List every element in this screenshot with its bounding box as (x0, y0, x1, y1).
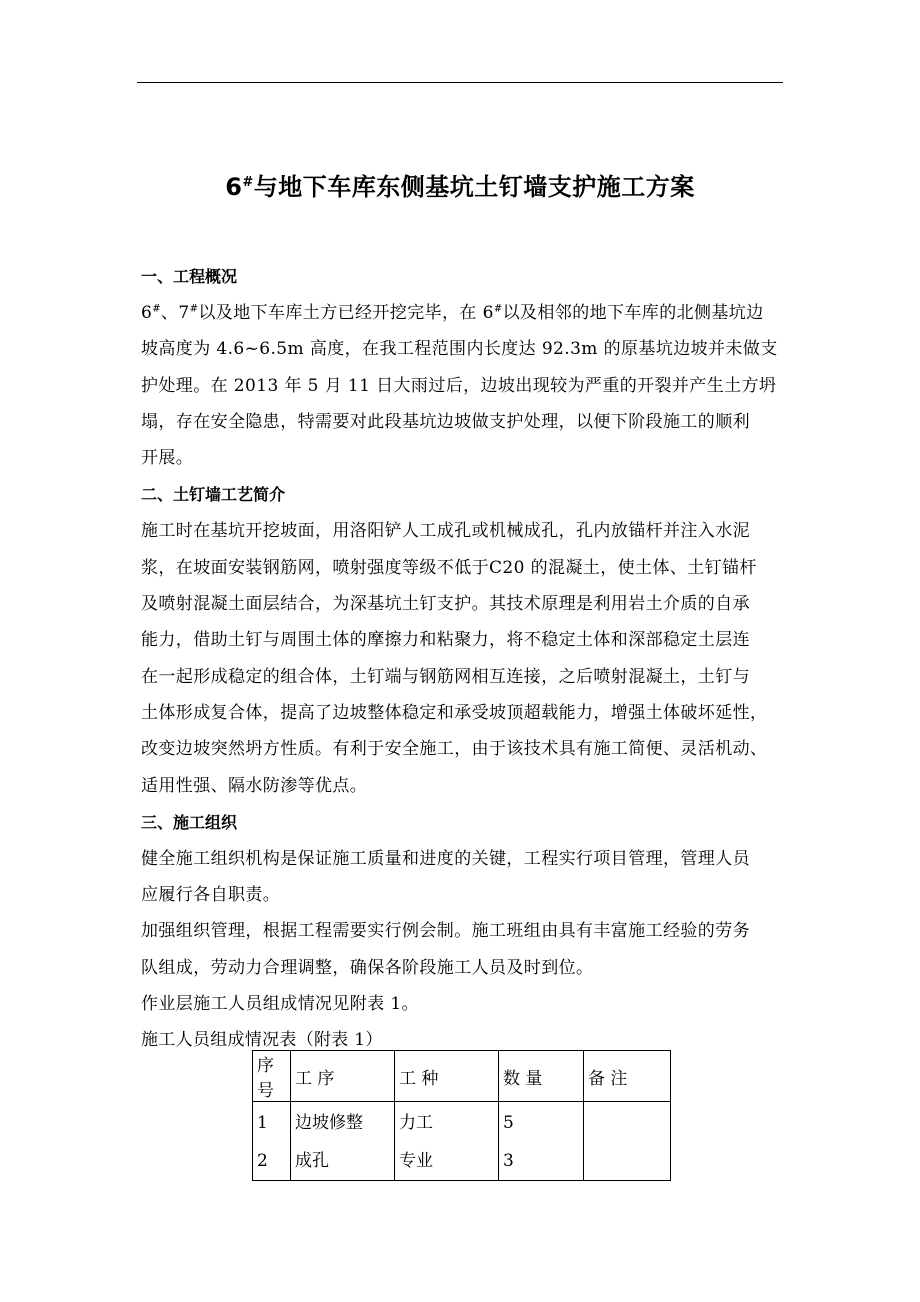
table-header-cell: 序号 (253, 1051, 291, 1102)
section3-heading: 三、施工组织 (141, 812, 238, 832)
table-cell-process: 边坡修整 成孔 (291, 1102, 395, 1181)
section1-paragraph (141, 295, 781, 476)
section1-heading: 一、工程概况 (141, 267, 238, 286)
header-rule (137, 82, 783, 83)
section2-paragraph (141, 513, 781, 803)
table-header-cell: 数 量 (499, 1051, 584, 1102)
section2-heading: 二、土钉墙工艺简介 (141, 485, 286, 505)
paragraph-line: 作业层施工人员组成情况见附表 1。 (141, 994, 420, 1015)
table-cell-note (584, 1102, 671, 1181)
table-cell-qty: 5 3 (499, 1102, 584, 1181)
page-title: 6#与地下车库东侧基坑土钉墙支护施工方案 (225, 173, 695, 201)
table-header-cell: 工 序 (291, 1051, 395, 1102)
table-cell-type: 力工 专业 (395, 1102, 499, 1181)
document-body (141, 258, 781, 1058)
paragraph-line: 应履行各自职责。 (141, 885, 281, 906)
paragraph-line: 6#、7#以及地下车库土方已经开挖完毕，在 6#以及相邻的地下车库的北侧基坑边 (141, 303, 764, 323)
paragraph-line: 护处理。在 2013 年 5 月 11 日大雨过后，边坡出现较为严重的开裂并产生土方坍 (141, 375, 777, 396)
paragraph-line: 改变边坡突然坍方性质。有利于安全施工，由于该技术具有施工简便、灵活机动、 (141, 739, 768, 760)
paragraph-line: 浆，在坡面安装钢筋网，喷射强度等级不低于C20 的混凝土，使土体、土钉锚杆 (141, 557, 757, 578)
paragraph-line: 在一起形成稳定的组合体，土钉端与钢筋网相互连接，之后喷射混凝土，土钉与 (141, 666, 750, 687)
section3-paragraph-3 (141, 986, 781, 1022)
paragraph-line: 塌，存在安全隐患，特需要对此段基坑边坡做支护处理，以便下阶段施工的顺利 (141, 411, 750, 432)
table-header-row (253, 1051, 671, 1102)
table-header-cell: 备 注 (584, 1051, 671, 1102)
paragraph-line: 能力，借助土钉与周围土体的摩擦力和粘聚力，将不稳定土体和深部稳定土层连 (141, 630, 750, 651)
paragraph-line: 队组成，劳动力合理调整，确保各阶段施工人员及时到位。 (141, 957, 594, 978)
paragraph-line: 及喷射混凝土面层结合，为深基坑土钉支护。其技术原理是利用岩土介质的自承 (141, 594, 750, 615)
table-header-cell: 工 种 (395, 1051, 499, 1102)
personnel-table (252, 1050, 671, 1181)
paragraph-line: 适用性强、隔水防渗等优点。 (141, 775, 368, 796)
section3-paragraph-1 (141, 841, 781, 914)
section3-paragraph-2 (141, 913, 781, 986)
table-cell-seq: 1 2 (253, 1102, 291, 1181)
paragraph-line: 健全施工组织机构是保证施工质量和进度的关键，工程实行项目管理，管理人员 (141, 848, 750, 869)
paragraph-line: 坡高度为 4.6~6.5m 高度，在我工程范围内长度达 92.3m 的原基坑边坡并未做支 (141, 339, 778, 360)
paragraph-line: 开展。 (141, 448, 194, 469)
paragraph-line: 加强组织管理，根据工程需要实行例会制。施工班组由具有丰富施工经验的劳务 (141, 921, 750, 942)
table-body-row (253, 1102, 671, 1181)
paragraph-line: 施工时在基坑开挖坡面，用洛阳铲人工成孔或机械成孔，孔内放锚杆并注入水泥 (141, 521, 750, 542)
paragraph-line: 土体形成复合体，提高了边坡整体稳定和承受坡顶超载能力，增强土体破坏延性， (141, 702, 768, 723)
table-caption: 施工人员组成情况表（附表 1） (141, 1030, 383, 1051)
